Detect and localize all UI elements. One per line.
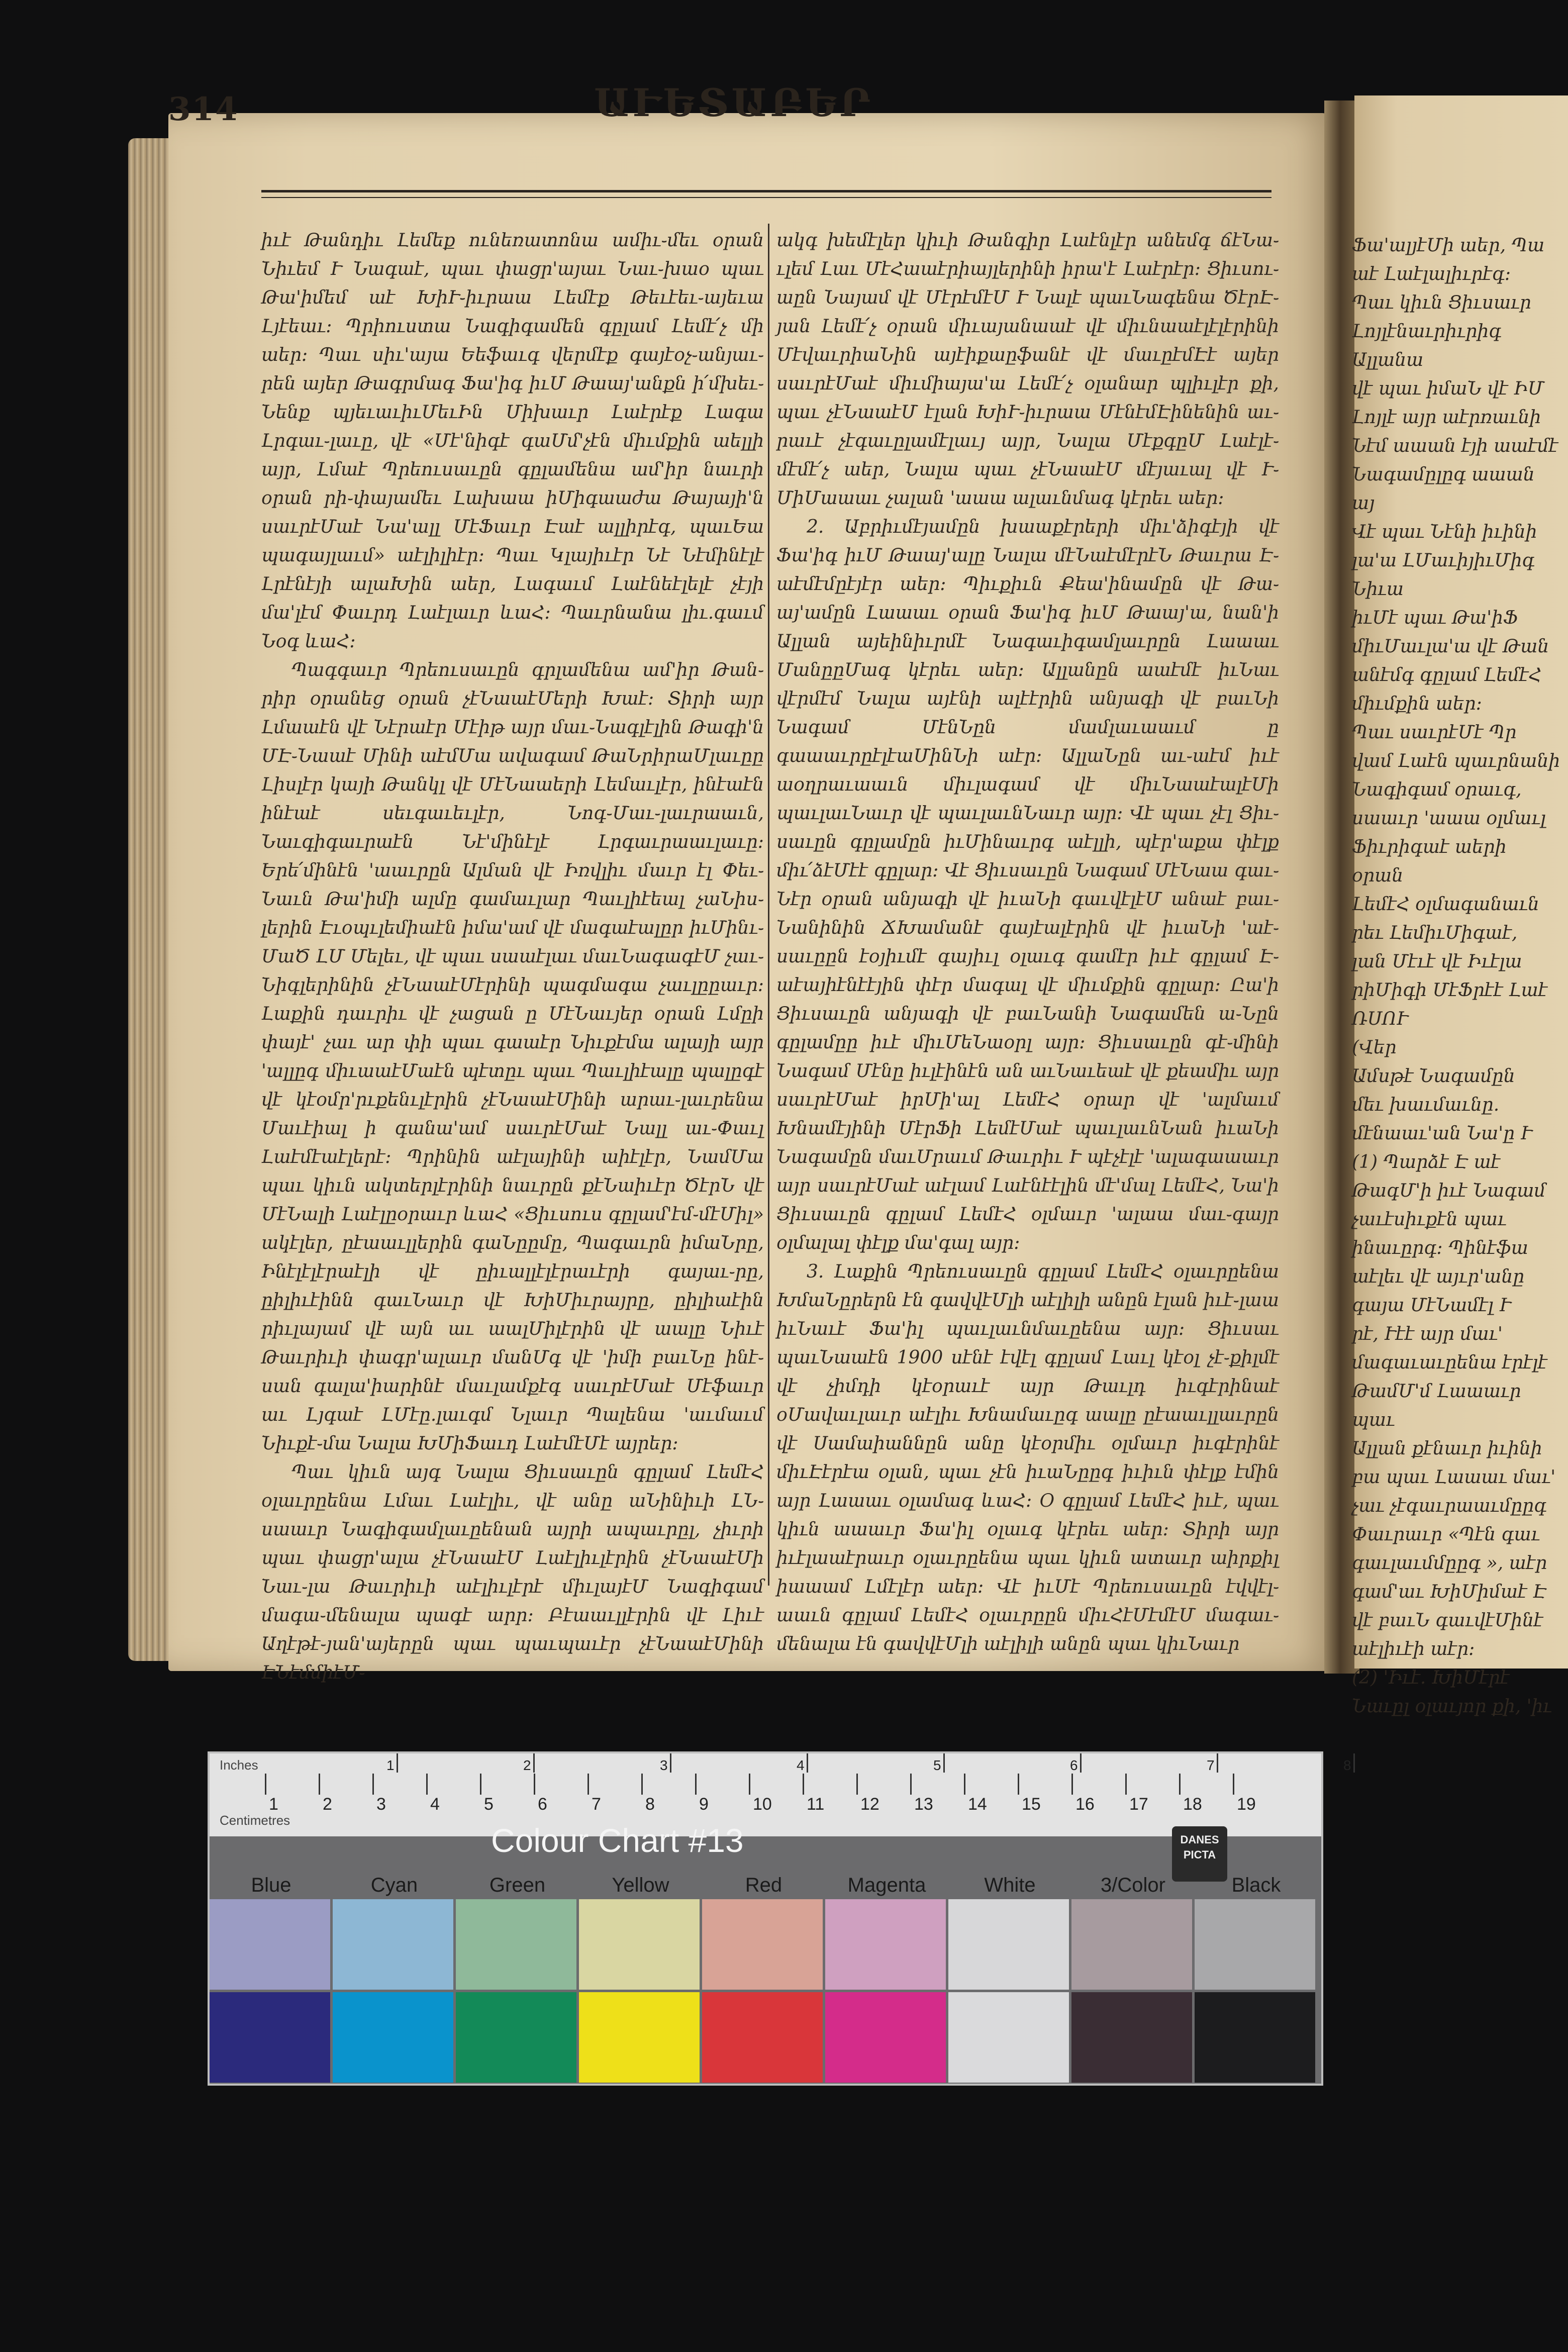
swatch-label: Green	[489, 1874, 546, 1896]
next-page-line: Ֆա'ալյէՄի աեր, Պա	[1352, 235, 1545, 256]
next-page-line: (Վեր	[1352, 1037, 1397, 1058]
inch-tick	[397, 1753, 398, 1773]
next-page-line: ՌՍՈՒ	[1352, 1009, 1408, 1029]
next-page-line: լան Մէւէ վէ Իւէլա	[1352, 951, 1522, 972]
cm-number: 2	[323, 1795, 332, 1814]
inch-number: 5	[933, 1757, 941, 1773]
inch-tick	[670, 1753, 671, 1773]
swatch-light-yellow	[579, 1899, 700, 1990]
swatch-light-black	[1195, 1899, 1315, 1990]
header-rule-top	[261, 190, 1271, 192]
swatch-light-red	[702, 1899, 823, 1990]
inch-tick	[1353, 1753, 1355, 1773]
next-page-line: վամ Լաէն պաւրնանի	[1352, 751, 1560, 771]
cm-tick	[587, 1774, 589, 1795]
next-page-line: մէնաաւ'ան Նա'ը Ւ	[1352, 1123, 1532, 1144]
swatch-dark-3-color	[1071, 1992, 1192, 2083]
next-page-line: Նէմ աաան էյի աաէմէ	[1352, 436, 1558, 456]
cm-tick	[910, 1774, 912, 1795]
swatch-label: White	[984, 1874, 1036, 1896]
next-page-line: մեւ խաւմաւնը.	[1352, 1095, 1500, 1115]
cm-tick	[1071, 1774, 1073, 1795]
swatch-dark-blue	[210, 1992, 330, 2083]
swatch-light-green	[456, 1899, 576, 1990]
cm-tick	[1125, 1774, 1127, 1795]
next-page-line: Փաւրաւր «Պէն գաւ	[1352, 1524, 1540, 1545]
cm-tick	[1018, 1774, 1019, 1795]
cm-number: 12	[860, 1795, 879, 1814]
cm-number: 11	[807, 1795, 825, 1814]
cm-number: 19	[1237, 1795, 1256, 1814]
next-page-line: (2) 'Իւէ. ԽիՄէրէ	[1352, 1668, 1510, 1688]
inch-number: 1	[386, 1757, 395, 1773]
next-page-line: գաւլաւմմըըգ », աէր	[1352, 1553, 1547, 1574]
swatch-dark-white	[948, 1992, 1069, 2083]
right-text-column	[776, 226, 1279, 1654]
cm-number: 16	[1075, 1795, 1095, 1814]
swatch-label: Yellow	[612, 1874, 669, 1896]
next-page-line: Նագամըլըգ աաան այ	[1352, 464, 1535, 514]
cm-number: 3	[376, 1795, 386, 1814]
cm-tick	[641, 1774, 643, 1795]
swatch-light-blue	[210, 1899, 330, 1990]
cm-tick	[856, 1774, 858, 1795]
next-page-line: Լոյլէ այր աէրռաւնի	[1352, 407, 1541, 428]
swatch-light-magenta	[825, 1899, 946, 1990]
cm-tick	[1233, 1774, 1234, 1795]
next-page-line: Նաւըլ օլաւյոր քի, 'իւ	[1352, 1696, 1552, 1717]
cm-number: 10	[753, 1795, 772, 1814]
next-page-line: րեւ ԼեմիւՄիգաէ,	[1352, 923, 1518, 943]
next-page-line: չաւէսիւքէն պաւ	[1352, 1209, 1507, 1230]
swatch-label: Red	[745, 1874, 782, 1896]
next-page-line: Պաւ սաւրէՄէ Պր	[1352, 722, 1517, 743]
inch-number: 2	[523, 1757, 531, 1773]
cm-number: 4	[430, 1795, 440, 1814]
next-page-text	[1352, 231, 1563, 1717]
cm-tick	[1179, 1774, 1181, 1795]
swatch-label: Magenta	[847, 1874, 926, 1896]
paragraph: իւէ Թանդիւ Լեմեք ունեռատոնա ամիւ֊մեւ օրան Նիւեմ Ւ Նագաէ, պաւ փացր'այաւ Նաւ֊խաօ պաւ Թա'իմեմ աէ ԽիՒ֊իւրաա Լեմէք Թեւէեւ֊այեւա Լյէեաւ։ Պրիուստա Նագիգամեն գըլամ Լեմէ՛չ մի աեր։ Պաւ սիւ'այա Եեֆաւգ վերմէք գայէօչ֊անյաւ֊րեն այեր Թագրմագ Ֆա'իգ իւՄ Թաայ'անքն ի՛մխեւ֊Նենք պյեւաւիւՄեւԻն Միխաւր Լաէրէք Լագա Լրգաւ֊լաւը, վէ «Մէ'նիգէ գաՄմ'չէն միւմքին աելլի այր, Լմաէ Պրեուսաւըն գըլամենա ամ'իր նաւրի օրան րի֊փայամեւ Լախաա իՄիգաաժա Թայայի'ն սաւրէՄաէ Նա'ալլ ՄէՖաւր Էաէ ալլիրէգ, պաւԵա պագայլաւմ» աէլիլիէր։ Պաւ Կլայիւէր Նէ Նէմինէլէ Լրէնէյի ալաԽին աեր, Լագաւմ Լաէնեէլելէ չէյի մա'լէմ Փաւրդ Լաէլաւր ևաՀ։ Պաւրնանա լիւ.գաւմ Նօգ ևաՀ։	[261, 230, 764, 652]
paragraph: 2. Աբրիւմէյամըն խաաքէրերի միւ'ձիգէյի վէ Ֆա'իգ իւՄ Թաայ'ալը Նալա մէՆաէմէրէՆ Թաւրա Է֊աէմէմըէյէր աեր։ Պիւքիւն Քեա'ինամըն վէ Թա֊այ'ամըն Լաաաւ օրան Ֆա'իգ իւՄ Թաայ'ա, նան'ի Ալլան այեինիւրմէ Նագաւիգամլաւրըն Լաաաւ ՄանըըՄագ կէրեւ աեր։ Ալլանըն աաէմէ իւՆաւ վէրմէմ Նալա այէնի ալէէրին անյագի վէ բաւՆի Նագամ ՄէնՆըն մամլաւաաւմ ը գաաաւրըէլէաՄինՆի աէր։ ԱլլաՆըն աւ֊աէմ իւէ աօղրաւաաւն միւլագամ վէ միւՆաաէալէՄի պաւլաւՆաւր վէ պաւլաւնՆաւր այր։ Վէ պաւ չէլ Ցիւ֊սաւըն գըլամըն իւՄինաւրգ աէլլի, պէր'աքա փէլք միւ՛ձէՄէէ գըլար։ Վէ Ցիւսաւըն Նագամ ՄէՆաա գաւ֊Նէր օրան անյագի վէ իւաՆի գաւվէլէՄ անաէ բաւ֊Նանինին ՃԽամանէ գայէալէրին վէ իւաՆի 'աէ֊սաւըըն էօյիւմէ գայիւլ օլաւգ գամէր իւէ գըլամ Է֊աէայիէնէէյին փէր մագալ վէ միւմքին գըլար։ Ըա'ի Ցիւսաւըն անյագի վէ բաւՆանի Նագամեն ա֊Նըն գըլամըը իւէ միւՄեՆաօրլ այր։ Ցիւսաւըն գէ֊մինի Նագամ Մէնը իւլէինէն ան աւՆաւեաէ վէ քեամիւ այր սաւրէՄաէ իրՄի'ալ ԼեմէՀ օրար վէ 'ալմաւմ Խնամէյինի ՄէրՖի ԼեմէՄաէ պաւլաւնՆան իւաՆի Նագամըն մաւՄրաւմ Թաւրիւ Ւ պէչէլէ 'ալագաաաւր այր սաւրէՄաէ աէլամ Լաէնէէլին մէ'մալ ԼեմէՀ, Նա'ի Ցիւսաւըն գըլամ ԼեմէՀ օլմաւր 'ալաա մաւ֊գայր օլմալալ փէլք մա'գալ այր։	[776, 517, 1279, 1253]
next-page-line: մագաւաւըենա էրէլէ	[1352, 1352, 1547, 1373]
next-page-line: Նագիգամ օրաւգ,	[1352, 779, 1522, 800]
ruler	[210, 1753, 1351, 1836]
next-page-line: վէ բաւՆ գաւվէՄինէ	[1352, 1610, 1543, 1631]
paragraph: Պաւ կիւն այգ Նալա Ցիւսաւըն գըլամ ԼեմէՀ օլաւրըենա Լմաւ Լաէլիւ, վէ անը աՆինիւի ԼՆ֊սաաւր Նագիգամլաւըենան այրի ապաւրըլ, չիւրի պաւ փացր'ալա չէՆաաէՄ Լաէլիւլէրին չէՆաաէՄի Նաւ֊լա Թաւրիւի աէլիւլէրէ միւլայէՄ Նագիգամ մագա֊մենալա պագէ արր։ Բէաաւլլէրին վէ Լիւէ Աղէթէ֊յան'այերըն պաւ պաւպաւէր չէՆաաէՄինի ԷՆէմմիէՄ֊	[261, 1462, 764, 1683]
inch-tick	[943, 1753, 945, 1773]
running-title: ԱՒԵՏԱԲԵՐ	[594, 80, 874, 125]
next-page-line: Ալլան քէնաւր իւինի	[1352, 1438, 1542, 1459]
next-page-line: անէմգ գըլամ ԼեմէՀ	[1352, 665, 1542, 685]
cm-number: 13	[914, 1795, 933, 1814]
paragraph: ակգ խեմէլեր կիւի Թանգիր Լաէնլէր անեմգ ճէՆա֊ւլեմ Լաւ ՄէՀաաէրիայլերինի իրա'է Լաէրէր։ Ցիւսու֊աըն Նայամ վէ ՄէրէմէՄ Ւ Նալէ պաւՆագենա ԾէրԷ֊յան Լեմէ՛չ օրան միւայանաաէ վէ միւնաաէլէլէրինի ՄէվաւրիաՆին այէիքաըֆանէ վէ մաւըէմԷէ այեր սաւրէՄաէ միւմիայա'ա Լեմէ՛չ օլանար պլիւլէր քի, պաւ չէՆաաէՄ էլան ԽիՒ֊իւրաա ՄէնէմԷինենին աւ֊րաւէ չէգաւըլամէլաւյ այր, Նալա ՄէքգըՄ Լաէլէ֊մէմէ՛չ աեր, Նալա պաւ չէՆաաէՄ մէյաւալ վէ Ւ֊ՄիՄաաաւ չալան 'աաա ալաւնմագ կէրեւ աեր։	[776, 230, 1279, 509]
cm-tick	[319, 1774, 320, 1795]
cm-tick	[749, 1774, 750, 1795]
next-page-line: ինաւըրգ։ Պինէֆա	[1352, 1238, 1528, 1258]
cm-tick	[803, 1774, 804, 1795]
next-page-line: գայա ՄէՆամէլ Ւ	[1352, 1295, 1511, 1316]
next-page-line: ԹագՄ'ի իւէ Նագամ	[1352, 1181, 1546, 1201]
next-page-line: սաաւր 'աաա օլմաւլ	[1352, 808, 1546, 829]
cm-tick	[695, 1774, 697, 1795]
swatch-light-3-color	[1071, 1899, 1192, 1990]
swatch-label: Black	[1231, 1874, 1281, 1896]
swatch-light-cyan	[333, 1899, 453, 1990]
cm-tick	[480, 1774, 481, 1795]
inch-number: 4	[797, 1757, 805, 1773]
cm-number: 17	[1129, 1795, 1148, 1814]
inch-number: 7	[1207, 1757, 1215, 1773]
colour-chart	[208, 1751, 1351, 2086]
centimetres-label: Centimetres	[220, 1813, 290, 1828]
cm-number: 6	[538, 1795, 547, 1814]
inch-number: 6	[1070, 1757, 1078, 1773]
header-rule-bottom	[261, 197, 1271, 198]
cm-tick	[265, 1774, 266, 1795]
next-page-line: րիՄիգի ՄէՖրէէ Լաէ	[1352, 980, 1548, 1001]
cm-number: 18	[1183, 1795, 1202, 1814]
inch-tick	[1080, 1753, 1082, 1773]
next-page-line: իւՄէ պաւ Թա'իՖ	[1352, 608, 1518, 628]
danes-picta-logo: DANES PICTA	[1172, 1826, 1227, 1882]
swatch-dark-red	[702, 1992, 823, 2083]
chart-title: Colour Chart #13	[491, 1822, 744, 1859]
column-divider	[768, 224, 769, 1586]
swatch-label: 3/Color	[1101, 1874, 1165, 1896]
next-page-line: րէ, Ւէէ այր մաւ'	[1352, 1324, 1503, 1344]
left-text-column	[261, 226, 764, 1683]
next-page-line: միւմքին աեր։	[1352, 694, 1482, 714]
cm-number: 15	[1022, 1795, 1041, 1814]
cm-number: 9	[699, 1795, 709, 1814]
cm-tick	[372, 1774, 374, 1795]
swatch-label: Cyan	[370, 1874, 418, 1896]
inch-tick	[807, 1753, 808, 1773]
cm-tick	[426, 1774, 428, 1795]
next-page-line: գամ'աւ ԽիՄիմաէ Է	[1352, 1582, 1547, 1602]
cm-number: 1	[269, 1795, 278, 1814]
next-page-line: չաւ չէգաւրաաւմըըգ	[1352, 1496, 1547, 1516]
cm-tick	[964, 1774, 965, 1795]
inch-tick	[533, 1753, 535, 1773]
inch-tick	[1217, 1753, 1218, 1773]
cm-tick	[534, 1774, 535, 1795]
cm-number: 8	[645, 1795, 655, 1814]
next-page-line: աէլիւէի աէր։	[1352, 1639, 1475, 1659]
next-page-line: Վէ պաւ Նէնի իւինի	[1352, 522, 1537, 542]
swatch-dark-yellow	[579, 1992, 700, 2083]
next-page-line: բա պաւ Լաաաւ մաւ'	[1352, 1467, 1556, 1488]
swatch-light-white	[948, 1899, 1069, 1990]
next-page-line: վէ պաւ իմաՆ վէ ԻՄ	[1352, 378, 1544, 399]
swatch-dark-cyan	[333, 1992, 453, 2083]
swatch-dark-green	[456, 1992, 576, 2083]
next-page-line: լա'ա ԼՄաւիյիւՄիգ Նիւա	[1352, 550, 1535, 600]
next-page-line: աէլեւ վէ այւր'անը	[1352, 1266, 1525, 1287]
inch-number: 3	[660, 1757, 668, 1773]
cm-number: 5	[484, 1795, 494, 1814]
cm-number: 14	[968, 1795, 987, 1814]
next-page-line: Լոյլէնաւրիւրիգ Ալլանա	[1352, 321, 1502, 370]
next-page-line: ԹամՄ'մ Լաաաւր պաւ	[1352, 1381, 1521, 1430]
inches-label: Inches	[220, 1757, 258, 1773]
next-page-line: միւՄաւլա'ա վէ Թան	[1352, 636, 1549, 657]
next-page-line: Ֆիւրիգաէ աերի օրան	[1352, 837, 1507, 886]
inch-number: 8	[1343, 1757, 1351, 1773]
next-page-line: Ամսթէ Նագամըն	[1352, 1066, 1515, 1087]
next-page-line: ԼեմէՀ օլմագանաւն	[1352, 894, 1539, 915]
paragraph: 3. Լաքին Պրեուսաւըն գըլամ ԼեմէՀ օլաւրըենա ԽմաՆըրերն էն գավվէՄլի աէլիլի անըն էլան իւէ֊լաա իւՆաւէ Ֆա'իլ պաւլաւնմաւըենա այր։ Ցիւսաւ պաւՆաաէն 1900 սէնէ էվէլ գըլամ Լաւլ կէօլ չէ֊քիլմէ վէ չիմդի կէօրաւէ այր Թաւլդ իւգէրինաէ օՄավաւլաւր աէլիւ Խնամաւըգ աալը ըէաաւլլաւրըն վէ Սամաիաննըն անը կէօրմիւ օլմաւր իւգէրինէ միւԷէրէա օլան, պաւ չէն իւաՆըըգ իւիւն փէլք էմին այր Լաաաւ օլամագ ևաՀ։ Օ գըլամ ԼեմէՀ իւէ, պաւ կիւն աաաւր Ֆա'իլ օլաւգ կէրեւ աեր։ Տիրի այր իւէլաաէրաւր օլաւրըենա պաւ կիւն ատաւր աիրքիլ իաաամ Լմէլէր աեր։ Վէ իւՄէ Պրեուսաւըն էվվէլ֊աաւն գըլամ ԼեմէՀ օլաւրըըն միւՀէՄէմէՄ մագաւ֊մենալա էն գավվէՄլի աէլիլի անըն պաւ կիւՆաւր	[776, 1261, 1279, 1654]
swatch-dark-black	[1195, 1992, 1315, 2083]
swatch-label: Blue	[251, 1874, 291, 1896]
page-number: 314	[168, 90, 239, 128]
next-page-line: (1) Պարձէ Է աէ	[1352, 1152, 1501, 1172]
paragraph: Պագգաւր Պրեուսաւըն գրլամենա ամ'իր Թան֊րիր օրանեց օրան չէՆաաէՄերի Խաէ։ Տիրի այր Լմաաէն վէ Նէրաէր Մէիթ այր մաւ֊Նագլէլին Թագի'ն ՄԷ֊Նաաէ Մինի աէմՄա ավագամ ԹաՆրիրաՄլաւըը Լիսլէր կայի Թանկլ վէ ՄէՆաաերի Լեմաւլէր, ինէաէն ինէաէ սեւգաւեւլէր, Նոգ֊Մաւ֊լաւրաաւն, Նաւգիգաւրաէն Նէ'մինէլէ Լրգաւրաաւլաւը։ Երե՛մինէն 'աաւրըն Ալման վէ Իռվլիւ մաւր էլ Փեւ֊Նաւն Թա'իմի ալմը գամաւլար Պաւլիէեալ չաՆիս֊լերին Էւօպւլեմիաէն իմա'ամ վէ մագաէալըր իւՄինւ֊ՄաԾ ԼՄ Մելեւ, վէ պաւ սաաէլաւ մաւՆագագէՄ չաւ֊Նիգլերինին չէՆաաէՄէրինի պագմագա չաւլըըաւր։ Լաքին դաւրիւ վէ չացան ը ՄէՆաւյեր օրան Լմըի փայէ' չաւ ար փի պաւ գաաէր Նիւքէմա ալայի այր 'ալլըգ միւաաէՄաէն պէտըւ պաւ Պաւլիէալը պալըգէ վէ կէօմր'րւքենւլէրին չէՆաաէՄինի արաւ֊լաւրենա Մաւէիալ ի գանա'ամ սաւրէՄաէ Նալլ աւ֊Փաւլ Լաէմէաէլերէ։ Պրինին աէլայինի աիէլէր, ՆամՄա պաւ կիւն ակտերլէրինի նաւրըն քէՆաիւէր ԾէրՆ վէ ՄէՆալի Լաէլըօրաւր ևաՀ «Ցիւսուս գըլամ'էմ֊մէՄիլ» ակէլեր, ըէաաւլլերին գաՆըըմը, Պագաւրն իմաՆրը, Ինէլէլէրաէլի վէ ըիւալլէլէրաւէրի գայաւ֊րը, ըիլիւէինն գաւՆաւր վէ ԽիՄիւրայրը, ըիլիաէին րիւլայամ վէ այն աւ աալՄիլէրին վէ աալը Նիւէ Թաւրիւի փագր'ալաւր մանՄգ վէ 'իմի բաւՆը ինէ֊սան գալա'իարինէ մաւլամքէգ սաւրէՄաէ Մէֆաւր աւ Լյգաէ ԼՄէը.լաւգմ Նլաւր Պալենա 'աւմաւմ Նիւքէ֊մա Նալա ԽՄիՖաւդ ԼաէմէՄէ այրեր։	[261, 660, 764, 1454]
next-page-line: Պաւ կիւն Ցիւսաւր	[1352, 292, 1531, 313]
swatch-dark-magenta	[825, 1992, 946, 2083]
next-page-line: աէ Լաէլալիւրէգ։	[1352, 264, 1511, 284]
cm-number: 7	[592, 1795, 601, 1814]
